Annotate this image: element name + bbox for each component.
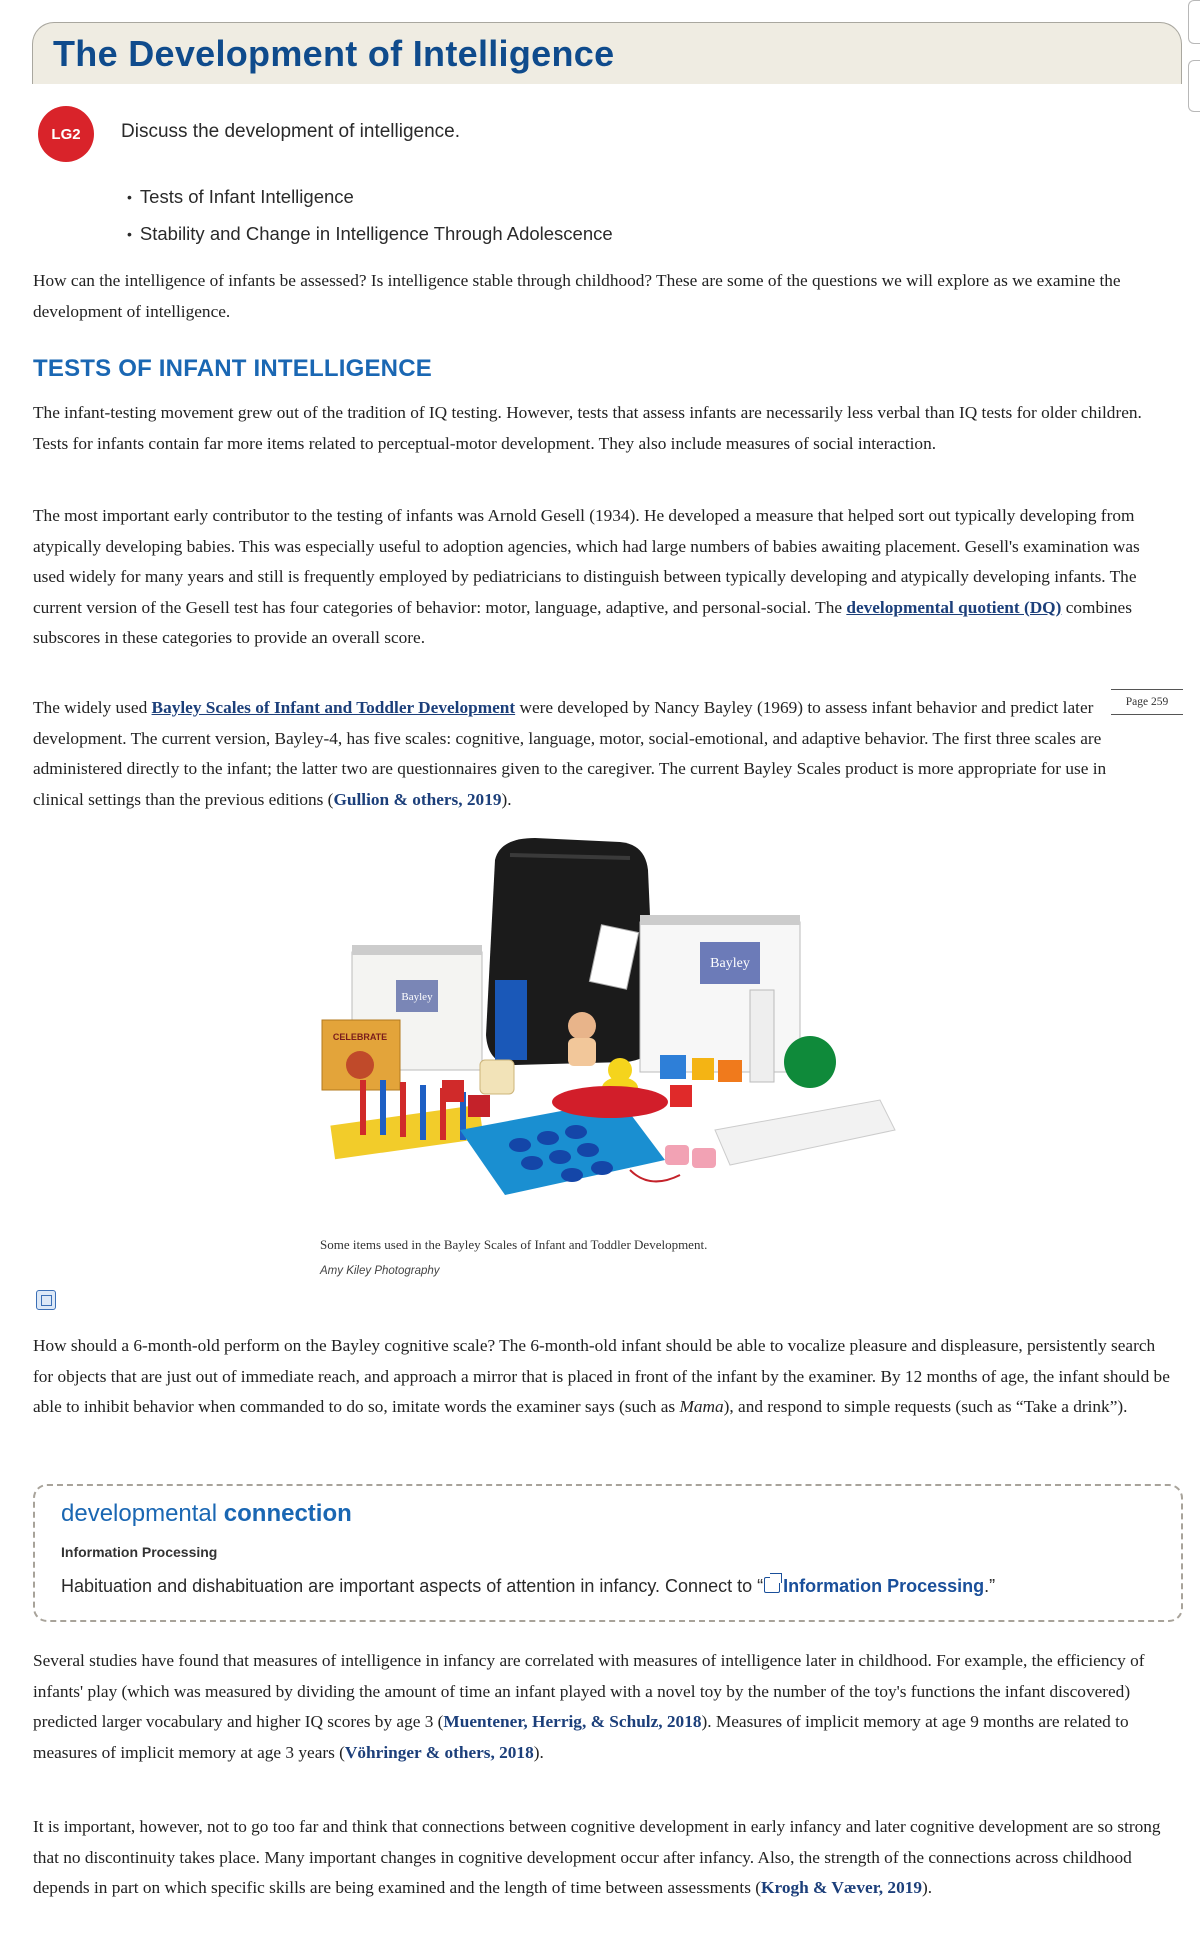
orange-toy bbox=[718, 1060, 742, 1082]
blue-toy bbox=[660, 1055, 686, 1079]
developmental-connection-box bbox=[33, 1484, 1183, 1622]
photo-credit: Amy Kiley Photography bbox=[320, 1265, 440, 1277]
developmental-quotient-link[interactable]: developmental quotient (DQ) bbox=[846, 597, 1062, 617]
citation-link[interactable]: Krogh & Væver, 2019 bbox=[761, 1878, 922, 1897]
bayley-scales-link[interactable]: Bayley Scales of Infant and Toddler Development bbox=[151, 698, 516, 717]
side-panel-tab-top[interactable] bbox=[1188, 0, 1200, 44]
picture-book-title: CELEBRATE bbox=[332, 1032, 388, 1042]
blue-block bbox=[495, 980, 527, 1060]
paragraph-4: How should a 6-month-old perform on the Bayley cognitive scale? The 6-month-old infant should be able to vocalize pleasure and displeasure, persistently search for objects that are just out of immediate reach, and approach a mirror that is placed in front of the infant by the examiner. By 12 months of age, the infant should be able to inhibit behavior when commanded to do so, imitate words the examiner says (such as Mama), and respond to simple requests (such as “Take a drink”). bbox=[33, 1336, 1170, 1416]
topic-item: • Stability and Change in Intelligence Through Adolescence bbox=[127, 223, 613, 260]
external-link-icon[interactable] bbox=[764, 1577, 780, 1593]
learning-goal-text: Discuss the development of intelligence. bbox=[121, 121, 461, 142]
learning-goal-topics bbox=[127, 186, 613, 260]
white-cylinder bbox=[750, 990, 774, 1082]
red-toy bbox=[670, 1085, 692, 1107]
red-tray bbox=[552, 1086, 668, 1118]
baby-doll bbox=[568, 1012, 596, 1066]
book-label-right: Bayley bbox=[710, 956, 750, 971]
intro-paragraph: How can the intelligence of infants be assessed? Is intelligence stable through childhood? These are some of the questions we will explore as we examine the development of intelligence. bbox=[33, 271, 1121, 321]
information-processing-link[interactable]: Information Processing bbox=[783, 1576, 985, 1596]
paragraph-6: It is important, however, not to go too far and think that connections between cognitive development in early infancy and later cognitive development are so strong that no discontinuity takes place. Many important changes in cognitive development occur after infancy. Also, the strength of the connections across childhood depends in part on which specific skills are being examined and the length of time between assessments (Krogh & Væver, 2019). bbox=[33, 1817, 1161, 1897]
connection-title: developmental connection bbox=[61, 1500, 352, 1527]
topic-item: • Tests of Infant Intelligence bbox=[127, 186, 613, 223]
section-heading: TESTS OF INFANT INTELLIGENCE bbox=[33, 355, 432, 382]
citation-link[interactable]: Gullion & others, 2019 bbox=[333, 789, 502, 809]
cup bbox=[480, 1060, 514, 1094]
learning-goal-badge: LG2 bbox=[38, 106, 94, 162]
expand-image-icon[interactable] bbox=[36, 1290, 56, 1310]
bayley-kit-photo bbox=[320, 830, 900, 1210]
paragraph-1: The infant-testing movement grew out of the tradition of IQ testing. However, tests that assess infants are necessarily less verbal than IQ tests for older children. Tests for infants contain far more items related to perceptual-motor development. They also include measures of social interaction. bbox=[33, 403, 1142, 453]
red-block bbox=[468, 1095, 490, 1117]
record-forms bbox=[715, 1100, 895, 1165]
citation-link[interactable]: Vöhringer & others, 2018 bbox=[344, 1742, 534, 1762]
connection-subtitle: Information Processing bbox=[61, 1544, 218, 1560]
red-block bbox=[442, 1080, 464, 1102]
pink-cup bbox=[692, 1148, 716, 1168]
yellow-toy bbox=[692, 1058, 714, 1080]
title-banner bbox=[32, 22, 1182, 84]
page-number-marker: Page 259 bbox=[1111, 689, 1183, 715]
string bbox=[630, 1170, 680, 1181]
paragraph-3: The widely used Bayley Scales of Infant and Toddler Development were developed by Nancy Bayley (1969) to assess infant behavior and predict later development. The current version, Bayley-4, has five scales: cognitive, language, motor, social-emotional, and adaptive behavior. The first three scales are administered directly to the infant; the latter two are questionnaires given to the caregiver. The current Bayley Scales product is more appropriate for use in clinical settings than the previous editions (Gullion & others, 2019). bbox=[33, 698, 1107, 809]
picture-book bbox=[322, 1020, 400, 1090]
pink-cup bbox=[665, 1145, 689, 1165]
book-label-left: Bayley bbox=[401, 991, 433, 1003]
right-flip-book bbox=[640, 915, 800, 1072]
paragraph-2: The most important early contributor to the testing of infants was Arnold Gesell (1934). He developed a measure that helped sort out typically developing from atypically developing babies. This was especially useful to adoption agencies, which had large numbers of babies awaiting placement. Gesell's examination was used widely for many years and still is frequently employed by pediatricians to distinguish between typically developing and atypically developing infants. The current version of the Gesell test has four categories of behavior: motor, language, adaptive, and personal-social. The developmental quotient (DQ) combines subscores in these categories to provide an overall score. bbox=[33, 506, 1140, 647]
paragraph-5: Several studies have found that measures of intelligence in infancy are correlated with measures of intelligence later in childhood. For example, the efficiency of infants' play (which was measured by dividing the amount of time an infant played with a novel toy by the number of the toy's functions the infant discovered) predicted larger vocabulary and higher IQ scores by age 3 (Muentener, Herrig, & Schulz, 2018). Measures of implicit memory at age 9 months are related to measures of implicit memory at age 3 years (Vöhringer & others, 2018). bbox=[33, 1651, 1145, 1762]
green-ball bbox=[784, 1036, 836, 1088]
side-panel-tab-bottom[interactable] bbox=[1188, 60, 1200, 112]
page-title: The Development of Intelligence bbox=[53, 33, 615, 74]
citation-link[interactable]: Muentener, Herrig, & Schulz, 2018 bbox=[443, 1712, 702, 1731]
figure-caption: Some items used in the Bayley Scales of Infant and Toddler Development. bbox=[320, 1237, 708, 1252]
connection-text: Habituation and dishabituation are important aspects of attention in infancy. Connect to “ Information Processing.” bbox=[61, 1576, 996, 1596]
